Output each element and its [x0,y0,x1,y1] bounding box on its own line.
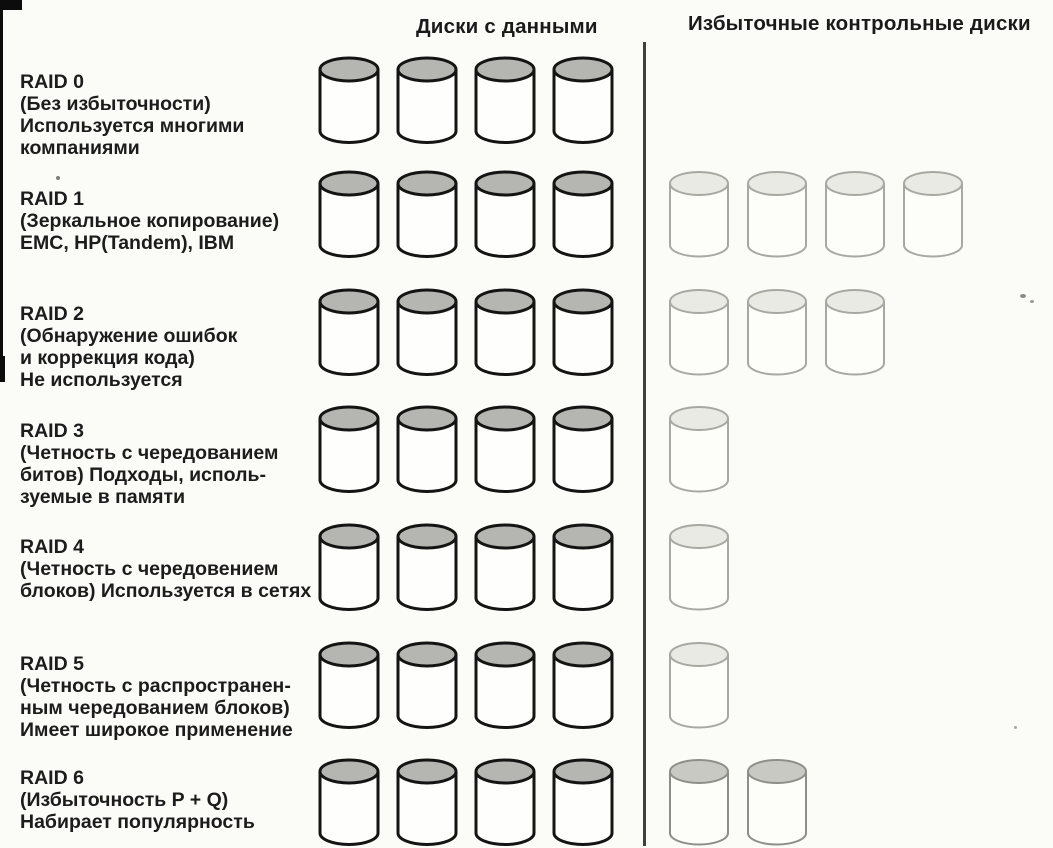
disk-cylinder-icon [394,522,460,613]
raid-row-label-6 [20,767,340,833]
disk-cylinder-icon [900,169,966,260]
check-disks-row-5 [666,640,732,731]
scan-artifact-left-nub [0,356,5,382]
disk-cylinder-icon [316,169,382,260]
disk-cylinder-icon [316,55,382,146]
check-disks-row-2 [666,287,888,378]
check-disks-row-6 [666,757,810,848]
raid-row-label-2 [20,303,340,391]
raid-description-line: ным чередованием блоков) [20,697,290,719]
disk-cylinder-icon [550,169,616,260]
raid-title: RAID 3 [20,420,84,442]
disk-cylinder-icon [666,757,732,848]
raid-title: RAID 1 [20,188,84,210]
raid-description-line: Используется многими [20,115,245,137]
disk-cylinder-icon [550,640,616,731]
raid-title: RAID 5 [20,653,84,675]
disk-cylinder-icon [472,55,538,146]
check-disks-row-3 [666,404,732,495]
disk-cylinder-icon [472,287,538,378]
disk-cylinder-icon [550,757,616,848]
raid-description-line: EMC, HP(Tandem), IBM [20,232,235,254]
disk-cylinder-icon [472,757,538,848]
disk-cylinder-icon [394,640,460,731]
data-disks-row-5 [316,640,616,731]
disk-cylinder-icon [394,169,460,260]
disk-cylinder-icon [550,404,616,495]
disk-cylinder-icon [316,640,382,731]
raid-description-line: (Обнаружение ошибок [20,325,238,347]
data-disks-row-6 [316,757,616,848]
disk-cylinder-icon [316,757,382,848]
disk-cylinder-icon [394,404,460,495]
raid-description-line: битов) Подходы, исполь- [20,464,266,486]
disk-cylinder-icon [472,640,538,731]
column-header-check-disks: Избыточные контрольные диски [688,12,1031,35]
disk-cylinder-icon [550,287,616,378]
raid-row-label-1 [20,188,340,254]
disk-cylinder-icon [666,287,732,378]
check-disks-row-1 [666,169,966,260]
disk-cylinder-icon [550,55,616,146]
raid-title: RAID 0 [20,71,84,93]
scan-artifact-left-edge [0,0,3,380]
raid-description-line: (Четность с чередованием [20,442,279,464]
raid-row-label-5 [20,653,340,741]
scan-artifact-top-edge [0,0,22,10]
data-disks-row-4 [316,522,616,613]
disk-cylinder-icon [666,640,732,731]
disk-cylinder-icon [394,287,460,378]
scan-speckle [56,176,60,180]
disk-cylinder-icon [316,404,382,495]
raid-title: RAID 4 [20,536,84,558]
raid-title: RAID 2 [20,303,84,325]
disk-cylinder-icon [666,404,732,495]
scan-speckle [1020,294,1026,298]
raid-description-line: компаниями [20,137,140,159]
check-disks-row-4 [666,522,732,613]
disk-cylinder-icon [550,522,616,613]
raid-title: RAID 6 [20,767,84,789]
disk-cylinder-icon [666,169,732,260]
raid-description-line: (Избыточность P + Q) [20,789,229,811]
disk-cylinder-icon [394,757,460,848]
raid-row-label-3 [20,420,340,508]
data-disks-row-0 [316,55,616,146]
disk-cylinder-icon [822,169,888,260]
disk-cylinder-icon [316,287,382,378]
raid-description-line: и коррекция кода) [20,347,195,369]
disk-cylinder-icon [472,404,538,495]
disk-cylinder-icon [394,55,460,146]
raid-description-line: Набирает популярность [20,811,255,833]
raid-description-line: (Без избыточности) [20,93,211,115]
disk-cylinder-icon [744,287,810,378]
raid-description-line: (Четность с распространен- [20,675,291,697]
disk-cylinder-icon [744,169,810,260]
disk-cylinder-icon [666,522,732,613]
disk-cylinder-icon [472,169,538,260]
raid-description-line: блоков) Используется в сетях [20,580,312,602]
data-disks-row-3 [316,404,616,495]
scan-speckle [1030,300,1034,303]
disk-cylinder-icon [316,522,382,613]
raid-description-line: зуемые в памяти [20,486,186,508]
raid-description-line: (Четность с чередовением [20,558,279,580]
column-header-data-disks: Диски с данными [416,15,598,38]
disk-cylinder-icon [472,522,538,613]
raid-description-line: (Зеркальное копирование) [20,210,280,232]
raid-row-label-0 [20,71,340,159]
raid-row-label-4 [20,536,340,602]
scan-speckle [1014,726,1017,729]
raid-description-line: Не используется [20,369,183,391]
data-disks-row-1 [316,169,616,260]
raid-description-line: Имеет широкое применение [20,719,293,741]
data-disks-row-2 [316,287,616,378]
disk-cylinder-icon [744,757,810,848]
column-divider-line [643,42,646,846]
disk-cylinder-icon [822,287,888,378]
